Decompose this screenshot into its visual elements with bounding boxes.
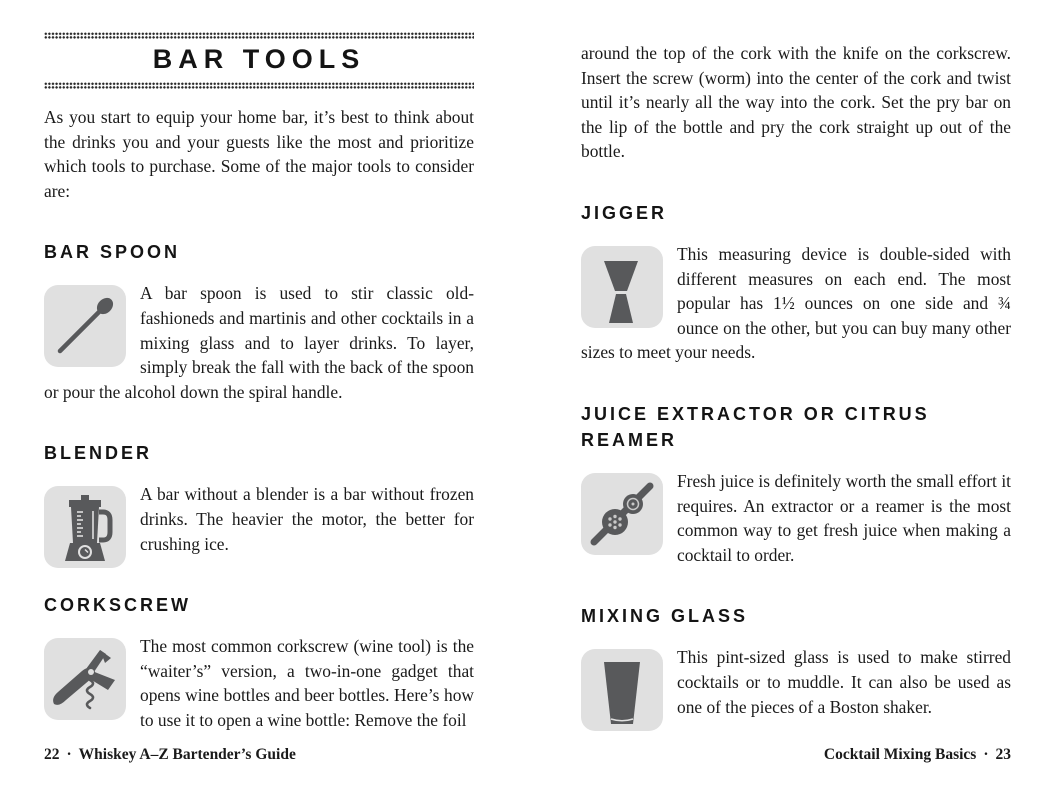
section-body-text: Fresh juice is definitely worth the small effort it requires. An extractor or a reamer is the most common way to get fresh juice when making a cocktail to order.	[677, 470, 1011, 565]
section-juice-extractor	[581, 401, 1011, 567]
section-corkscrew	[44, 592, 474, 732]
section-mixing-glass	[581, 603, 1011, 719]
section-jigger	[581, 200, 1011, 365]
dotted-rule-top	[44, 32, 474, 39]
section-blender	[44, 440, 474, 556]
section-heading: MIXING GLASS	[581, 606, 749, 627]
section-bar-spoon	[44, 239, 474, 404]
left-page	[44, 0, 474, 800]
dotted-rule-bottom	[44, 82, 474, 89]
section-heading: BAR SPOON	[44, 242, 181, 263]
section-heading: JIGGER	[581, 202, 668, 223]
bar-spoon-icon	[44, 285, 126, 367]
section-body-text: This measuring device is double-sided with different measures on each end. The most popular has 1½ ounces on one side and ¾ ounce on the other, but you can buy many other sizes to meet your needs.	[581, 243, 1011, 363]
chapter-title-block	[44, 32, 474, 89]
footer-separator: ·	[66, 746, 72, 763]
book-title: Whiskey A–Z Bartender’s Guide	[78, 746, 296, 763]
section-body-text: A bar without a blender is a bar without frozen drinks. The heavier the motor, the better for crushing ice.	[140, 484, 474, 554]
chapter-name: Cocktail Mixing Basics	[823, 746, 977, 763]
section-heading: CORKSCREW	[44, 595, 191, 616]
jigger-icon	[581, 246, 663, 328]
right-page-footer	[824, 746, 1011, 764]
mixing-glass-icon	[581, 649, 663, 731]
chapter-title: BAR TOOLS	[152, 44, 366, 74]
page-number: 22	[44, 746, 60, 763]
footer-separator: ·	[983, 746, 989, 763]
section-body-text: The most common corkscrew (wine tool) is the “waiter’s” version, a two-in-one gadget that opens wine bottles and beer bottles. Here’s how to use it to open a wine bottle: Remove the foil	[140, 636, 474, 730]
corkscrew-icon	[44, 638, 126, 720]
section-body-text: A bar spoon is used to stir classic old-fashioneds and martinis and other cocktails in a mixing glass and to layer drinks. To layer, simply break the fall with the back of the spoon or pour the alcohol down the spiral handle.	[44, 283, 474, 402]
page-number: 23	[995, 746, 1011, 763]
section-heading: JUICE EXTRACTOR OR CITRUS REAMER	[581, 403, 930, 450]
section-heading: BLENDER	[44, 443, 153, 464]
section-body-text: This pint-sized glass is used to make stirred cocktails or to muddle. It can also be used as one of the pieces of a Boston shaker.	[677, 647, 1011, 717]
blender-icon	[44, 486, 126, 568]
continuation-paragraph: around the top of the cork with the knife on the corkscrew. Insert the screw (worm) into the center of the cork and twist until it’s nearly all the way into the cork. Set the pry bar on the lip of the bottle and pry the cork straight up out of the bottle.	[581, 43, 1011, 162]
intro-paragraph: As you start to equip your home bar, it’s best to think about the drinks you and your guests like the most and prioritize which tools to purchase. Some of the major tools to consider are:	[44, 107, 474, 201]
right-page	[581, 0, 1011, 800]
juice-extractor-icon	[581, 473, 663, 555]
left-page-footer	[44, 746, 296, 764]
